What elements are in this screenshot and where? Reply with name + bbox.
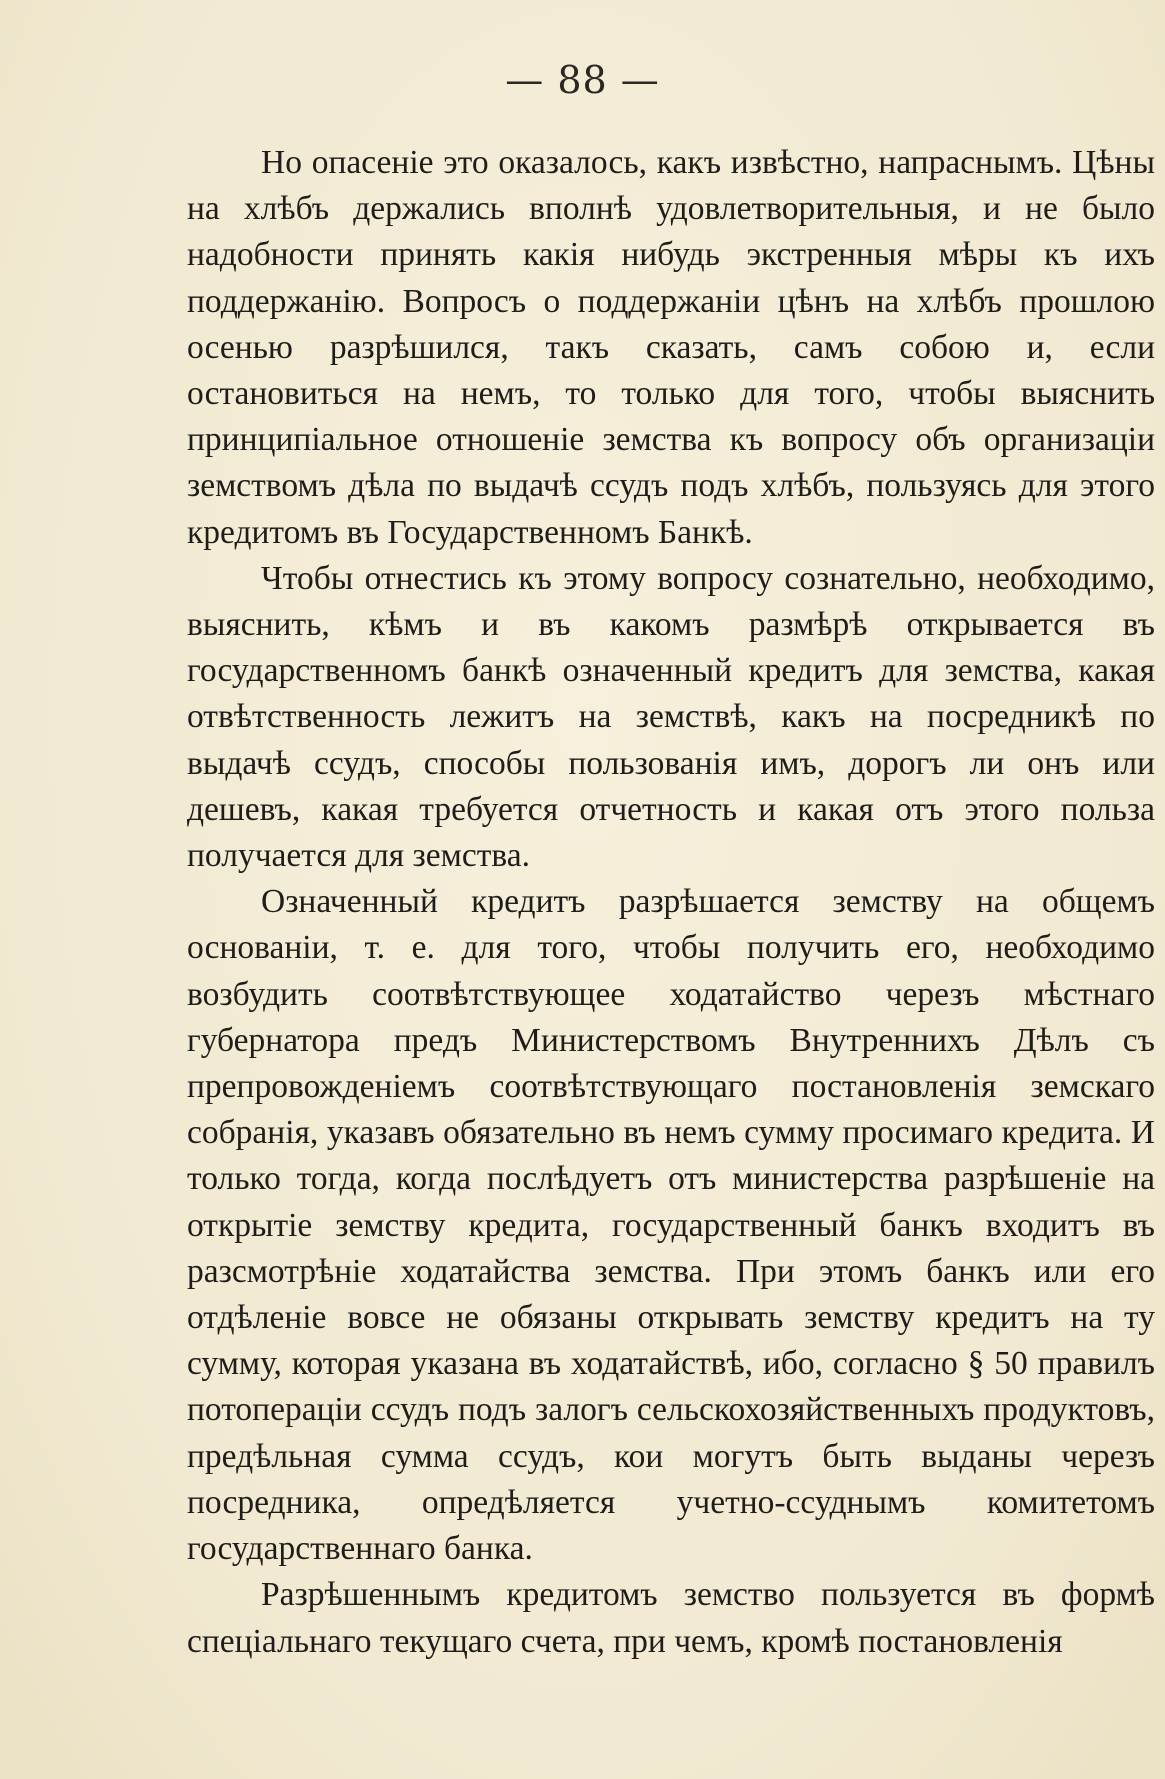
paragraph-1: Но опасеніе это оказалось, какъ извѣстно, напраснымъ. Цѣны на хлѣбъ держались вполнѣ удовлетворительныя, и не было надобности принять какія нибудь экстренныя мѣры къ ихъ поддержанію. Вопросъ о поддержаніи цѣнъ на хлѣбъ прошлою осенью разрѣшился, такъ сказать, самъ собою и, если остановиться на немъ, то только для того, чтобы выяснить принципіальное отношеніе земства къ вопросу объ организаціи земствомъ дѣла по выдачѣ ссудъ подъ хлѣбъ, пользуясь для этого кредитомъ въ Государственномъ Банкѣ. <box>187 144 1155 551</box>
paragraph-3: Означенный кредитъ разрѣшается земству на общемъ основаніи, т. е. для того, чтобы получить его, необходимо возбудить соотвѣтствующее ходатайство черезъ мѣстнаго губернатора предъ Министерствомъ Внутреннихъ Дѣлъ съ препровожденіемъ соотвѣтствующаго постановленія земскаго собранія, указавъ обязательно въ немъ сумму просимаго кредита. И только тогда, когда послѣдуетъ отъ министерства разрѣшеніе на открытіе земству кредита, государственный банкъ входитъ въ разсмотрѣніе ходатайства земства. При этомъ банкъ или его отдѣленіе вовсе не обязаны открывать земству кредитъ на ту сумму, которая указана въ ходатайствѣ, ибо, согласно § 50 правилъ потопераціи ссудъ подъ залогъ сельскохозяйственныхъ продуктовъ, предѣльная сумма ссудъ, кои могутъ быть выданы черезъ посредника, опредѣляется учетно-ссуднымъ комитетомъ государственнаго банка. <box>187 883 1155 1568</box>
paragraph-2: Чтобы отнестись къ этому вопросу сознательно, необходимо, выяснить, кѣмъ и въ какомъ размѣрѣ открывается въ государственномъ банкѣ означенный кредитъ для земства, какая отвѣтственность лежитъ на земствѣ, какъ на посредникѣ по выдачѣ ссудъ, способы пользованія имъ, дорогъ ли онъ или дешевъ, какая требуется отчетность и какая отъ этого польза получается для земства. <box>187 559 1155 875</box>
body-text <box>187 140 1155 1665</box>
paragraph-4: Разрѣшеннымъ кредитомъ земство пользуется въ формѣ спеціальнаго текущаго счета, при чемъ, кромѣ постановленія <box>187 1576 1155 1660</box>
page-number: — 88 — <box>505 58 660 102</box>
